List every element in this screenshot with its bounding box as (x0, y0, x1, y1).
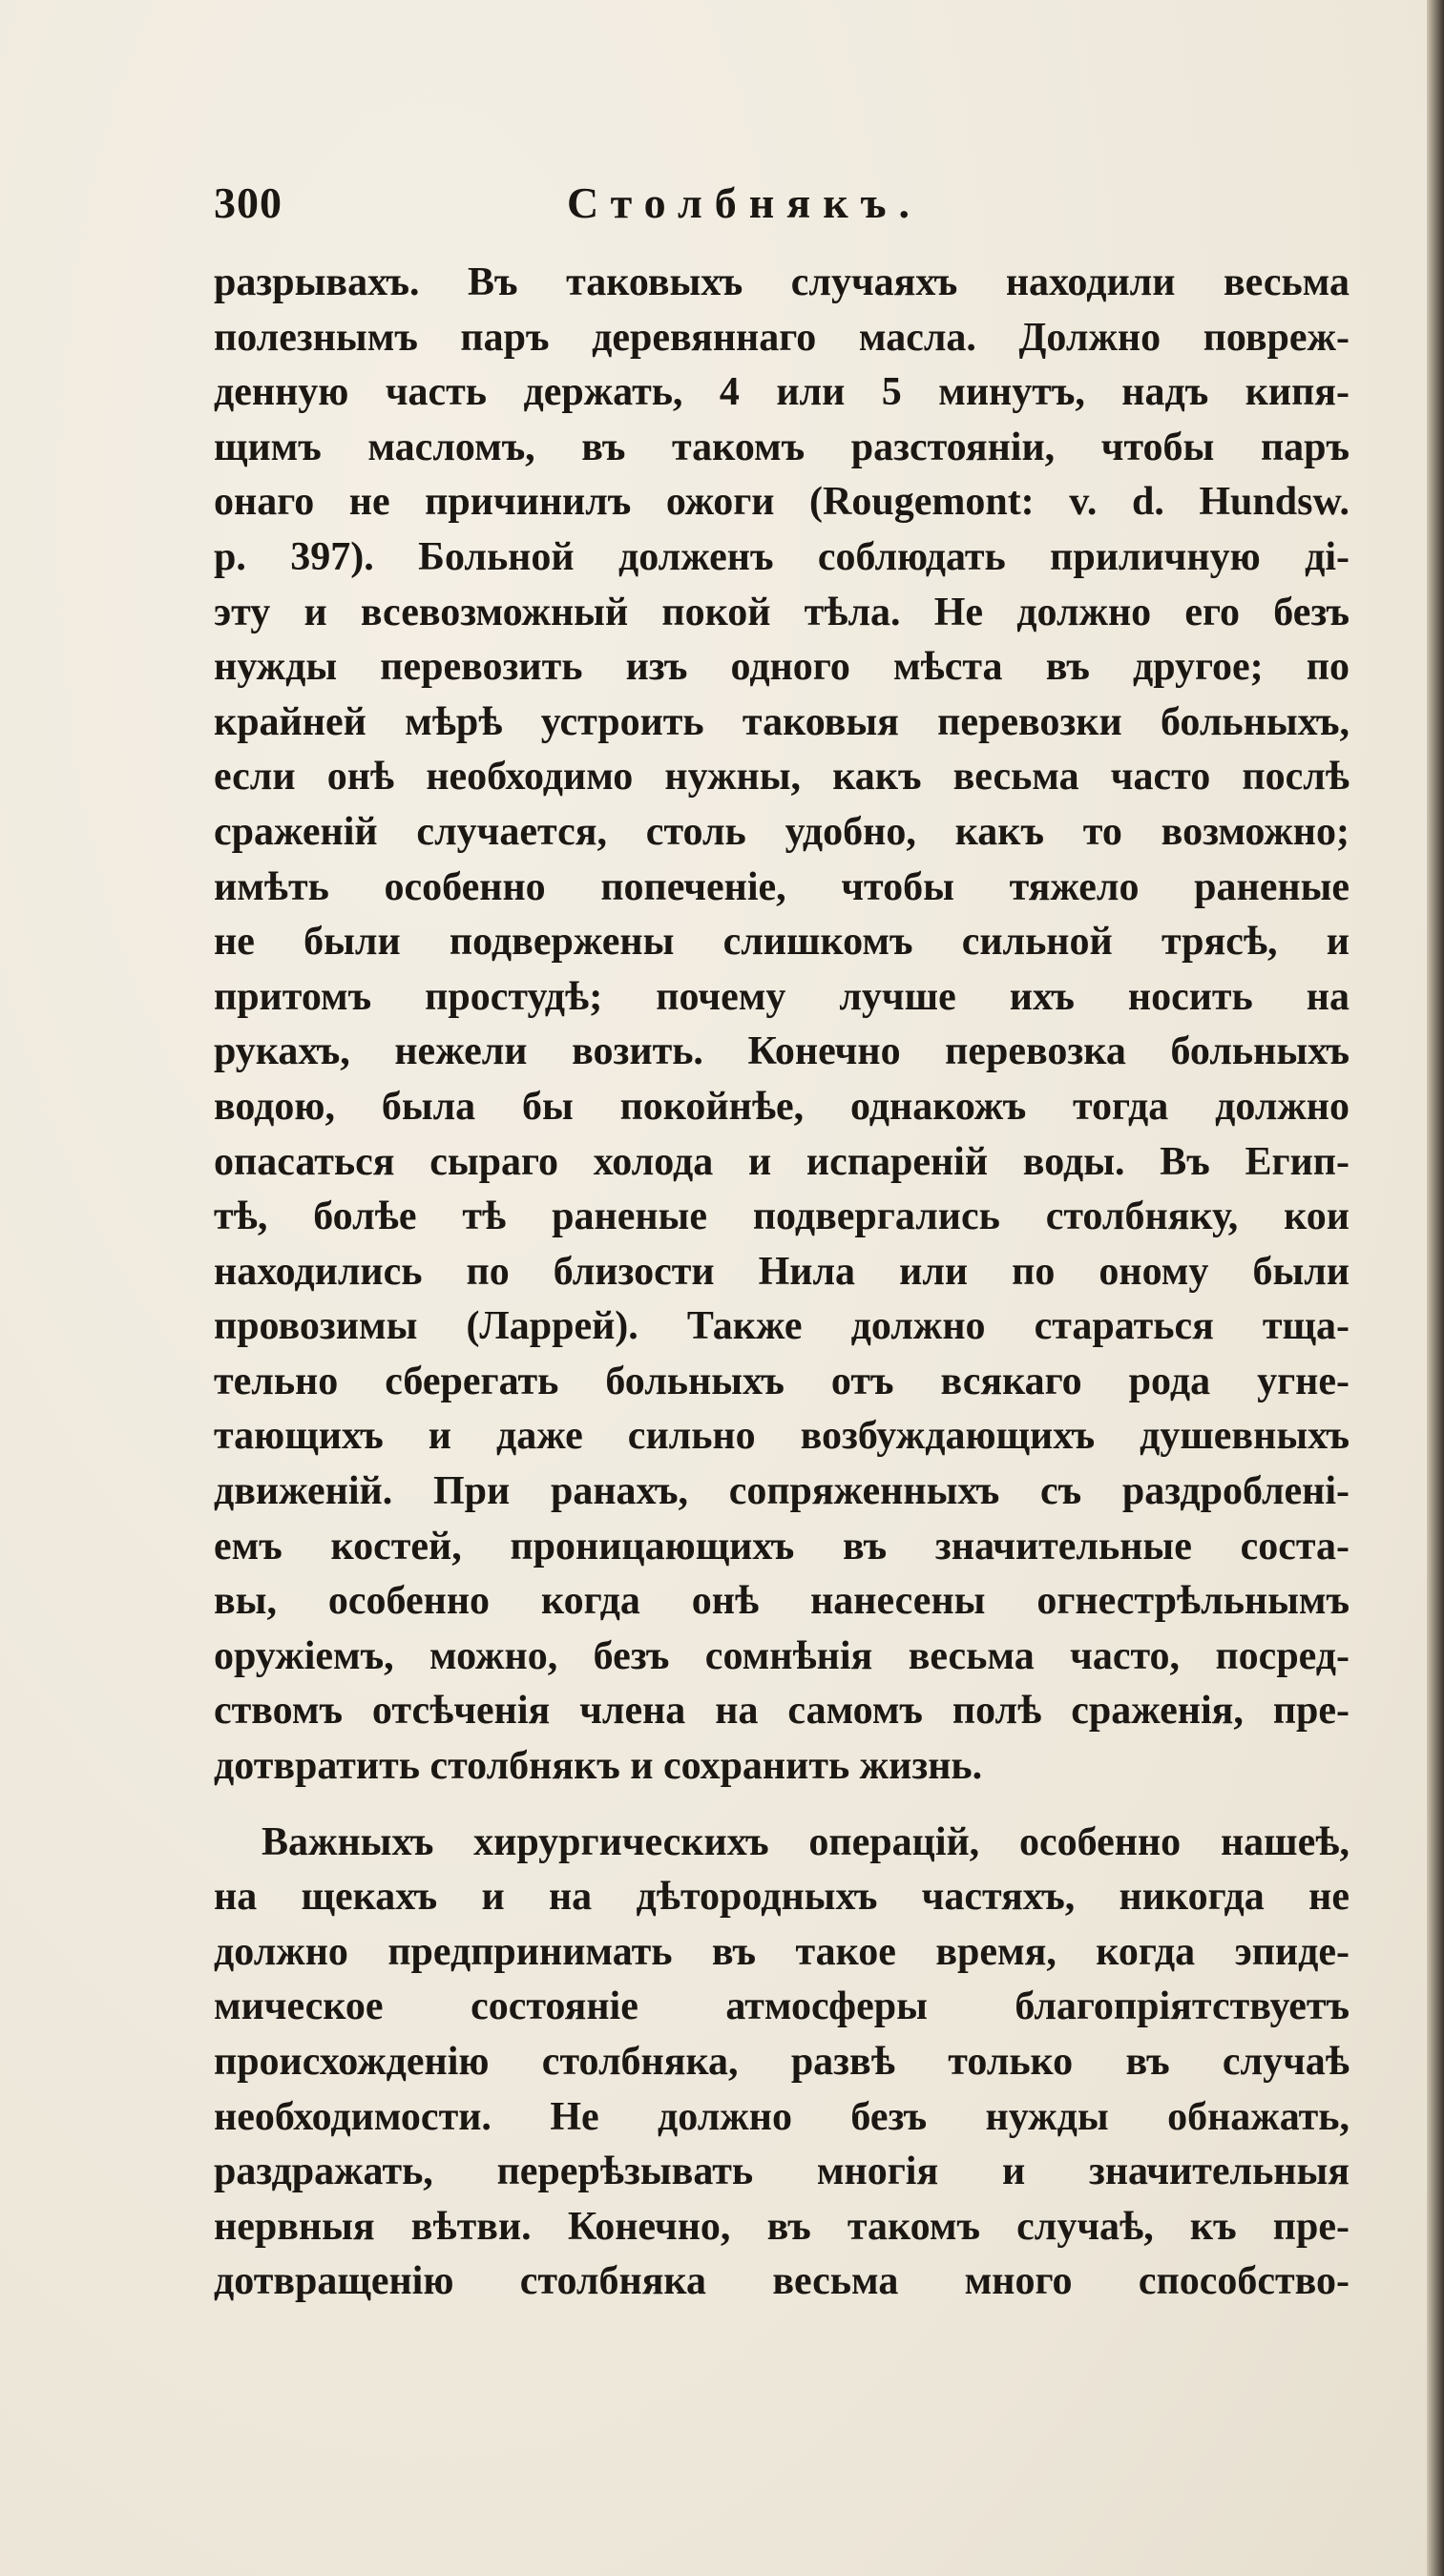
text-line: оружіемъ, можно, безъ сомнѣнія весьма часто, посред- (214, 1633, 1350, 1678)
text-line: нужды перевозить изъ одного мѣста въ другое; по (214, 645, 1350, 690)
text-line: ствомъ отсѣченія члена на самомъ полѣ сраженія, пре- (214, 1689, 1350, 1734)
text-line: тельно сберегать больныхъ отъ всякаго рода угне- (214, 1359, 1350, 1403)
text-line: сраженій случается, столь удобно, какъ то возможно; (214, 809, 1350, 854)
text-line: крайней мѣрѣ устроить таковыя перевозки больныхъ, (214, 699, 1350, 744)
text-line: раздражать, перерѣзывать многія и значительныя (214, 2150, 1350, 2194)
text-line: водою, была бы покойнѣе, однакожъ тогда должно (214, 1084, 1350, 1129)
text-line: должно предпринимать въ такое время, когда эпиде- (214, 1929, 1350, 1974)
text-line: движеній. При ранахъ, сопряженныхъ съ раздробленi- (214, 1469, 1350, 1514)
text-line: необходимости. Не должно безъ нужды обнажать, (214, 2094, 1350, 2139)
text-line: дотвратить столбнякъ и сохранить жизнь. (214, 1744, 983, 1789)
text-line: p. 397). Больной долженъ соблюдать приличную ді- (214, 534, 1350, 579)
text-line: емъ костей, проницающихъ въ значительные соста- (214, 1524, 1350, 1568)
text-line: вы, особенно когда онѣ нанесены огнестрѣльнымъ (214, 1579, 1350, 1624)
text-line: Важныхъ хирургическихъ операцій, особенно нашеѣ, (262, 1819, 1350, 1864)
text-line: дотвращенію столбняка весьма много способство- (214, 2259, 1350, 2304)
text-line: денную часть держать, 4 или 5 минутъ, надъ кипя- (214, 370, 1350, 415)
text-line: полезнымъ паръ деревяннаго масла. Должно повреж- (214, 315, 1350, 360)
text-line: на щекахъ и на дѣтородныхъ частяхъ, никогда не (214, 1875, 1350, 1920)
page-edge-shadow (1427, 0, 1444, 2576)
text-line: притомъ простудѣ; почему лучше ихъ носить на (214, 974, 1350, 1019)
body-text (214, 256, 1350, 2310)
text-line: опасаться сыраго холода и испареній воды. Въ Егип- (214, 1139, 1350, 1184)
text-line: рукахъ, нежели возить. Конечно перевозка больныхъ (214, 1029, 1350, 1074)
text-line: щимъ масломъ, въ такомъ разстояніи, чтобы паръ (214, 425, 1350, 469)
text-line: находились по близости Нила или по оному были (214, 1249, 1350, 1294)
paragraph-gap (214, 1795, 1350, 1816)
text-line: нервныя вѣтви. Конечно, въ такомъ случаѣ, къ пре- (214, 2204, 1350, 2249)
text-line: если онѣ необходимо нужны, какъ весьма часто послѣ (214, 755, 1350, 800)
page-header (214, 170, 1006, 237)
text-line: провозимы (Ларрей). Также должно стараться тща- (214, 1304, 1350, 1349)
text-line: тѣ, болѣе тѣ раненые подвергались столбняку, кои (214, 1195, 1350, 1239)
text-line: мическое состояніе атмосферы благопріятствуетъ (214, 1984, 1350, 2029)
page-number: 300 (214, 178, 283, 227)
text-line: эту и всевозможный покой тѣла. Не должно его безъ (214, 590, 1350, 634)
text-line: тающихъ и даже сильно возбуждающихъ душевныхъ (214, 1414, 1350, 1459)
running-head: Столбнякъ. (567, 178, 923, 227)
text-line: имѣть особенно попеченіе, чтобы тяжело раненые (214, 864, 1350, 909)
text-line: не были подвержены слишкомъ сильной трясѣ, и (214, 920, 1350, 965)
text-line: онаго не причинилъ ожоги (Rougemont: v. d. Hundsw. (214, 480, 1350, 525)
text-line: происхожденію столбняка, развѣ только въ случаѣ (214, 2040, 1350, 2084)
text-line: разрывахъ. Въ таковыхъ случаяхъ находили весьма (214, 260, 1350, 304)
